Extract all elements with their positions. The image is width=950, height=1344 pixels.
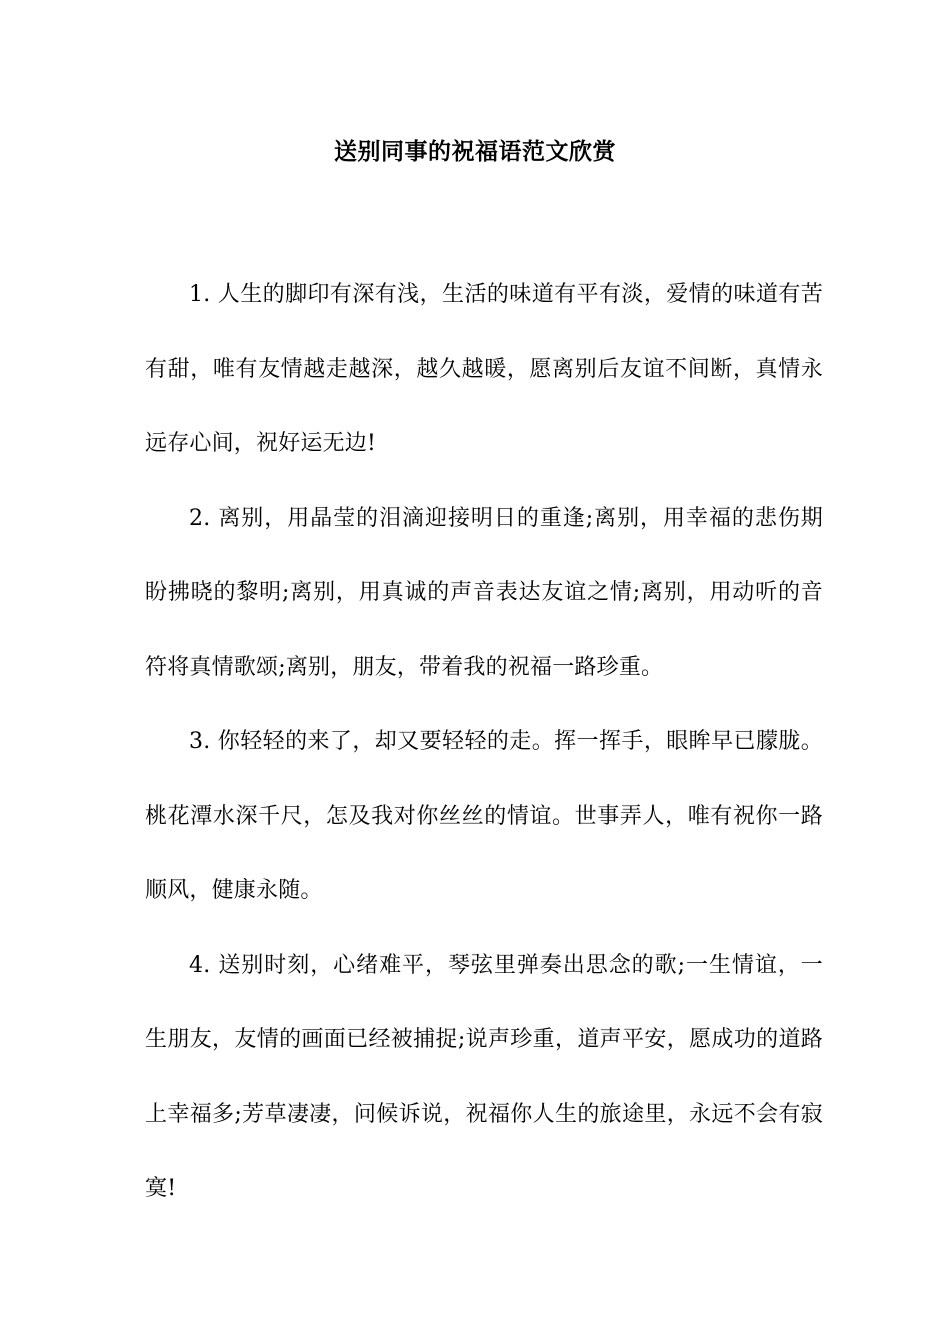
document-title: 送别同事的祝福语范文欣赏 <box>334 138 616 165</box>
paragraph-3: 3. 你轻轻的来了，却又要轻轻的走。挥一挥手，眼眸早已朦胧。桃花潭水深千尺，怎及我对你丝丝的情谊。世事弄人，唯有祝你一路顺风，健康永随。 <box>145 729 823 903</box>
paragraph-2: 2. 离别，用晶莹的泪滴迎接明日的重逢;离别，用幸福的悲伤期盼拂晓的黎明;离别，用真诚的声音表达友谊之情;离别，用动听的音符将真情歌颂;离别，朋友，带着我的祝福一路珍重。 <box>145 505 823 680</box>
paragraph-4: 4. 送别时刻，心绪难平，琴弦里弹奏出思念的歌;一生情谊，一生朋友，友情的画面已经被捕捉;说声珍重，道声平安，愿成功的道路上幸福多;芳草凄凄，问候诉说，祝福你人生的旅途里，永远不会有寂寞! <box>145 952 823 1201</box>
document-body <box>145 258 823 1227</box>
paragraph-1: 1. 人生的脚印有深有浅，生活的味道有平有淡，爱情的味道有苦有甜，唯有友情越走越深，越久越暖，愿离别后友谊不间断，真情永远存心间，祝好运无边! <box>145 282 823 456</box>
